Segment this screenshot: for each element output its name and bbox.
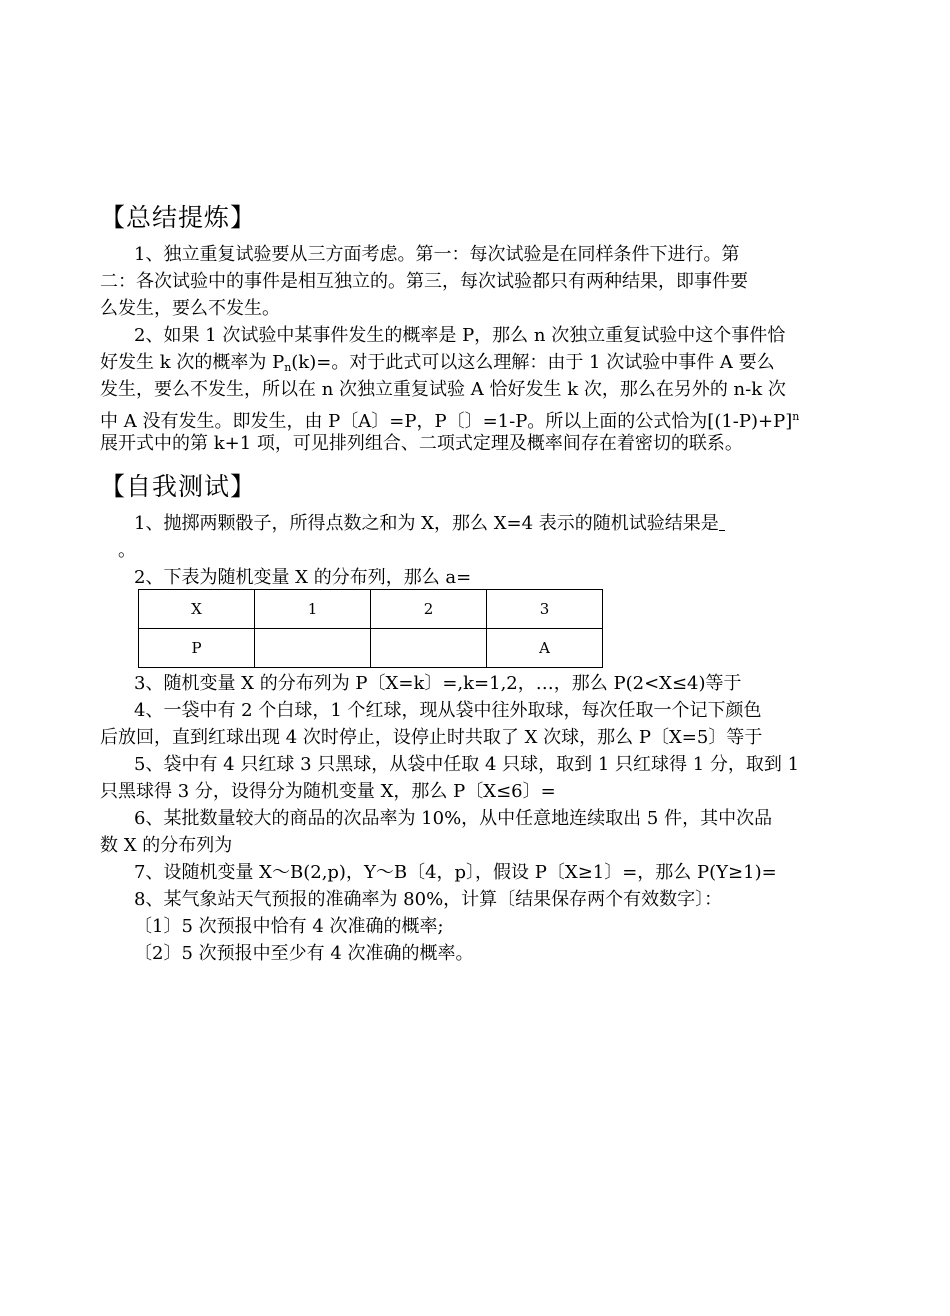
table-cell: A [487,629,603,668]
table-row [139,590,603,629]
q3-line1: 3、随机变量 X 的分布列为 P〔X=k〕=,k=1,2，…，那么 P(2<X≤4)等于 [134,673,742,694]
q8-sub2: 〔2〕5 次预报中至少有 4 次准确的概率。 [134,943,474,964]
summary-p2-line5: 展开式中的第 k+1 项，可见排列组合、二项式定理及概率间存在着密切的联系。 [100,433,743,454]
summary-p2-line4 [100,405,860,434]
q5-line1: 5、袋中有 4 只红球 3 只黑球，从袋中任取 4 只球，取到 1 只红球得 1 分，取到 1 [134,754,800,775]
q1-text: 1、抛掷两颗骰子，所得点数之和为 X，那么 X=4 表示的随机试验结果是 [134,513,719,534]
table-cell [371,629,487,668]
table-cell: 3 [487,590,603,629]
q7-line1: 7、设随机变量 X～B(2,p)，Y～B〔4，p〕，假设 P〔X≥1〕=，那么 P(Y≥1)= [134,862,777,883]
table-cell: 2 [371,590,487,629]
q2-line1: 2、下表为随机变量 X 的分布列，那么 a= [134,567,472,588]
q6-line1: 6、某批数量较大的商品的次品率为 10%，从中任意地连续取出 5 件，其中次品 [134,808,773,829]
summary-p2-line2-b: (k)=。对于此式可以这么理解：由于 1 次试验中事件 A 要么 [291,352,775,373]
q5-line2: 只黑球得 3 分，设得分为随机变量 X，那么 P〔X≤6〕= [100,781,556,802]
summary-p2-line4-a: 中 A 没有发生。即发生，由 P〔A〕=P，P〔〕=1-P。所以上面的公式恰为[(1-P)+P] [100,411,793,432]
superscript-n: n [792,410,800,423]
q1-line1 [134,512,860,536]
q8-sub1: 〔1〕5 次预报中恰有 4 次准确的概率; [134,916,444,937]
table-cell: P [139,629,255,668]
summary-p2-line2-a: 好发生 k 次的概率为 P [100,352,285,373]
summary-p1-line1: 1、独立重复试验要从三方面考虑。第一：每次试验是在同样条件下进行。第 [134,244,740,265]
table-row [139,629,603,668]
summary-p1-line3: 么发生，要么不发生。 [100,298,280,319]
subscript-n: n [284,361,292,374]
summary-p2-line2 [100,351,860,380]
q8-line1: 8、某气象站天气预报的准确率为 80%，计算〔结果保存两个有效数字〕： [134,889,723,910]
summary-p1-line2: 二：各次试验中的事件是相互独立的。第三，每次试验都只有两种结果，即事件要 [100,271,748,292]
table-cell [255,629,371,668]
summary-p2-line3: 发生，要么不发生，所以在 n 次独立重复试验 A 恰好发生 k 次，那么在另外的 n-k 次 [100,379,786,400]
distribution-table [138,589,603,668]
table-cell: X [139,590,255,629]
summary-p2-line1: 2、如果 1 次试验中某事件发生的概率是 P，那么 n 次独立重复试验中这个事件恰 [134,325,786,346]
answer-blank [719,514,725,531]
q4-line1: 4、一袋中有 2 个白球，1 个红球，现从袋中往外取球，每次任取一个记下颜色 [134,700,762,721]
test-heading: 【自我测试】 [100,472,257,501]
table-cell: 1 [255,590,371,629]
summary-heading: 【总结提炼】 [100,203,257,232]
q4-line2: 后放回，直到红球出现 4 次时停止，设停止时共取了 X 次球，那么 P〔X=5〕等于 [100,727,763,748]
q6-line2: 数 X 的分布列为 [100,835,233,856]
q1-line2: 。 [118,540,136,561]
